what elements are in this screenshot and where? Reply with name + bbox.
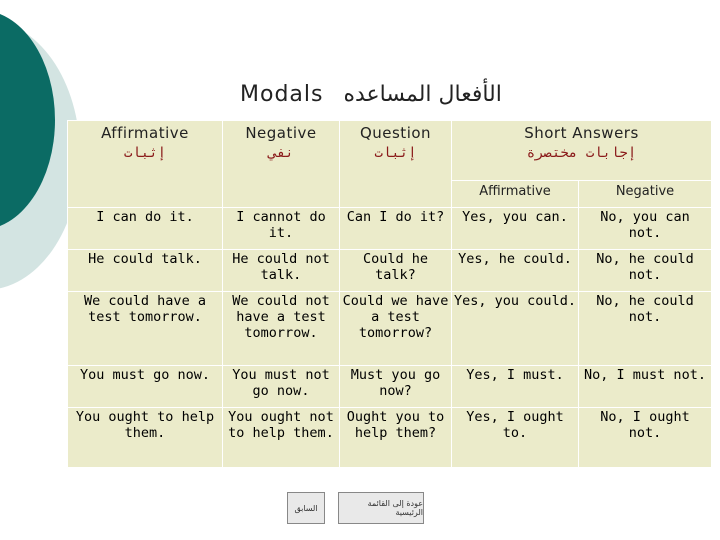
cell-question: Can I do it? (340, 208, 452, 250)
header-short-answers-ar: إجابات مختصرة (526, 145, 637, 161)
main-menu-button[interactable] (338, 492, 424, 524)
cell-negative: He could not talk. (223, 250, 340, 292)
previous-button-label: السابق (294, 503, 318, 513)
cell-question: Could we have a test tomorrow? (340, 292, 452, 366)
header-question-en: Question (359, 124, 432, 142)
cell-affirmative: He could talk. (68, 250, 223, 292)
table-row (68, 408, 712, 468)
cell-affirmative: You ought to help them. (68, 408, 223, 468)
header-row (68, 121, 712, 181)
header-negative-en: Negative (245, 124, 317, 142)
modals-table (67, 120, 712, 468)
page-title (240, 78, 540, 110)
previous-button[interactable] (287, 492, 325, 524)
cell-negative: I cannot do it. (223, 208, 340, 250)
cell-short-affirmative: Yes, I ought to. (452, 408, 579, 468)
cell-negative: You must not go now. (223, 366, 340, 408)
subheader-negative: Negative (579, 181, 712, 208)
cell-question: Could he talk? (340, 250, 452, 292)
header-affirmative (68, 121, 223, 208)
cell-question: Ought you to help them? (340, 408, 452, 468)
title-english: Modals (240, 81, 324, 107)
title-arabic: الأفعال المساعده (343, 81, 502, 107)
cell-negative: We could not have a test tomorrow. (223, 292, 340, 366)
cell-short-negative: No, I ought not. (579, 408, 712, 468)
table-row (68, 208, 712, 250)
table-row (68, 250, 712, 292)
header-short-answers-en: Short Answers (524, 124, 639, 142)
header-question (340, 121, 452, 208)
subheader-affirmative: Affirmative (452, 181, 579, 208)
header-negative-ar: نفي (268, 145, 294, 161)
cell-short-negative: No, he could not. (579, 250, 712, 292)
cell-short-affirmative: Yes, you can. (452, 208, 579, 250)
main-menu-button-label: عودة إلى القائمة الرئيسية (367, 499, 423, 517)
header-affirmative-ar: إثبات (123, 145, 167, 161)
header-short-answers (452, 121, 712, 181)
header-affirmative-en: Affirmative (101, 124, 189, 142)
cell-short-affirmative: Yes, I must. (452, 366, 579, 408)
header-question-ar: إثبات (374, 145, 417, 161)
header-negative (223, 121, 340, 208)
cell-short-negative: No, he could not. (579, 292, 712, 366)
cell-negative: You ought not to help them. (223, 408, 340, 468)
cell-affirmative: I can do it. (68, 208, 223, 250)
table-row (68, 366, 712, 408)
cell-short-negative: No, I must not. (579, 366, 712, 408)
cell-affirmative: You must go now. (68, 366, 223, 408)
cell-question: Must you go now? (340, 366, 452, 408)
cell-short-negative: No, you can not. (579, 208, 712, 250)
cell-affirmative: We could have a test tomorrow. (68, 292, 223, 366)
table-row (68, 292, 712, 366)
cell-short-affirmative: Yes, he could. (452, 250, 579, 292)
cell-short-affirmative: Yes, you could. (452, 292, 579, 366)
